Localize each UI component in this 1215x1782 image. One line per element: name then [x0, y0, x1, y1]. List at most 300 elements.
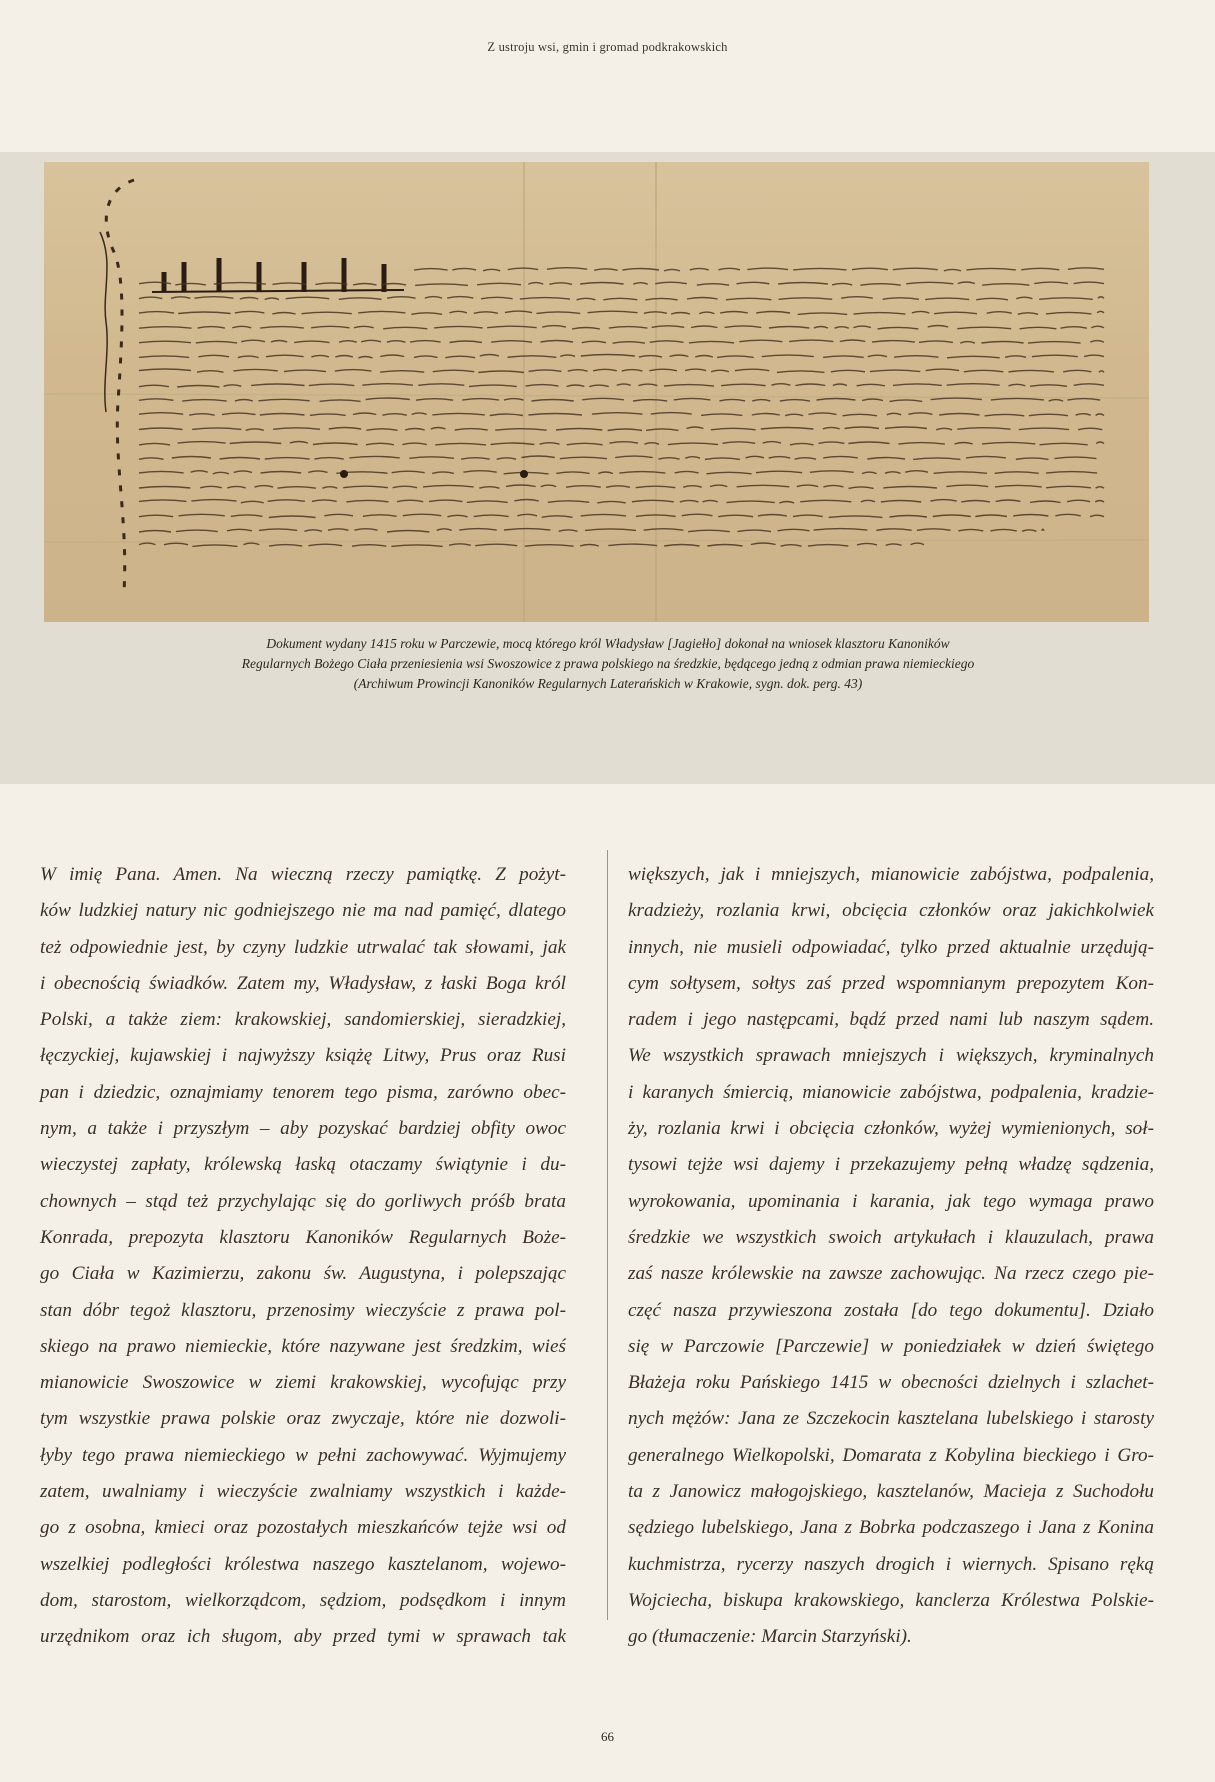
script-stroke: [853, 326, 871, 328]
script-stroke: [911, 543, 925, 545]
script-stroke: [996, 500, 1021, 502]
script-stroke: [322, 487, 337, 489]
script-stroke: [1030, 501, 1061, 503]
script-stroke: [192, 545, 237, 547]
script-stroke: [771, 384, 790, 386]
script-stroke: [919, 341, 953, 343]
script-stroke: [737, 282, 770, 284]
script-stroke: [726, 298, 772, 300]
script-stroke: [445, 356, 475, 358]
text-line: większych, jak i mniejszych, mianowicie zabójstwa, podpalenia,: [628, 864, 1154, 885]
text-line: też odpowiednie jest, by czyny ludzkie utrwalać tak słowami, jak: [40, 936, 566, 958]
script-stroke: [232, 326, 251, 328]
script-stroke: [517, 514, 537, 516]
script-stroke: [1055, 457, 1097, 459]
script-stroke: [224, 385, 242, 387]
script-stroke: [582, 341, 606, 343]
script-stroke: [958, 282, 975, 284]
script-stroke: [798, 313, 848, 315]
script-stroke: [577, 298, 596, 300]
script-stroke: [497, 458, 516, 460]
script-stroke: [329, 428, 361, 430]
script-stroke: [823, 456, 858, 458]
script-stroke: [261, 472, 302, 474]
script-stroke: [789, 340, 833, 342]
script-stroke: [717, 356, 754, 358]
script-stroke: [1096, 442, 1104, 444]
script-stroke: [176, 530, 218, 532]
script-stroke: [1042, 529, 1044, 531]
script-stroke: [354, 326, 374, 328]
script-stroke: [410, 341, 441, 343]
script-stroke: [1074, 282, 1104, 284]
script-stroke: [412, 413, 427, 415]
script-stroke: [958, 529, 983, 531]
script-stroke: [619, 472, 665, 474]
script-stroke: [383, 414, 407, 416]
script-stroke: [726, 501, 774, 503]
text-line: radem i jego następcami, bądź przed nami lub naszym sądem.: [628, 1009, 1154, 1031]
script-stroke: [705, 458, 740, 460]
text-line: go z osobna, kmieci oraz pozostałych mieszkańców tejże wsi od: [40, 1517, 566, 1539]
script-stroke: [269, 545, 302, 547]
text-line: wszelkiej podległości królestwa naszego kasztelanom, wojewo-: [40, 1553, 566, 1575]
script-stroke: [981, 342, 1023, 344]
script-stroke: [1049, 400, 1064, 402]
script-stroke: [843, 414, 878, 416]
script-stroke: [841, 297, 873, 299]
script-stroke: [1022, 530, 1036, 532]
script-stroke: [198, 327, 225, 329]
script-stroke: [594, 269, 617, 271]
text-line: W imię Pana. Amen. Na wieczną rzeczy pamiątkę. Z pożyt-: [40, 864, 566, 885]
script-stroke: [1016, 297, 1032, 299]
page-number: 66: [601, 1729, 614, 1744]
script-stroke: [982, 284, 1029, 286]
text-line: Konrada, prepozyta klasztoru Kanoników Regularnych Boże-: [40, 1226, 566, 1248]
script-stroke: [592, 413, 643, 415]
script-stroke: [423, 485, 474, 487]
text-line: skiego na prawo niemieckie, które nazywane jest średzkim, wieś: [40, 1335, 566, 1357]
script-stroke: [1046, 472, 1097, 474]
script-stroke: [723, 442, 756, 444]
script-stroke: [697, 284, 729, 286]
script-stroke: [1096, 414, 1104, 416]
text-line: tym wszystkie prawa polskie oraz zwyczaje, które nie dozwoli-: [40, 1408, 566, 1430]
script-stroke: [520, 298, 570, 300]
script-stroke: [885, 427, 927, 429]
script-stroke: [414, 356, 438, 358]
script-stroke: [886, 544, 902, 546]
script-stroke: [139, 515, 173, 517]
script-stroke: [139, 282, 171, 284]
script-stroke: [474, 312, 498, 314]
script-stroke: [675, 471, 699, 473]
script-stroke: [315, 283, 347, 285]
script-stroke: [139, 327, 192, 329]
script-stroke: [946, 485, 988, 487]
script-stroke: [1098, 297, 1104, 299]
script-stroke: [1078, 428, 1102, 430]
script-stroke: [172, 457, 211, 459]
script-stroke: [380, 355, 404, 357]
script-stroke: [139, 356, 189, 358]
script-stroke: [699, 312, 714, 314]
script-stroke: [474, 515, 509, 517]
script-stroke: [687, 298, 718, 300]
script-stroke: [793, 515, 823, 517]
script-stroke: [762, 355, 814, 357]
script-stroke: [349, 456, 399, 458]
script-stroke: [405, 429, 425, 431]
script-stroke: [701, 414, 742, 416]
script-stroke: [462, 399, 499, 401]
script-stroke: [985, 414, 1025, 416]
running-title: Z ustroju wsi, gmin i gromad podkrakowskich: [487, 40, 728, 54]
script-stroke: [966, 456, 1006, 458]
script-stroke: [572, 328, 600, 330]
script-stroke: [358, 311, 405, 313]
script-stroke: [352, 545, 386, 547]
script-stroke: [1055, 514, 1080, 516]
script-stroke: [872, 341, 915, 343]
script-stroke: [622, 370, 643, 372]
script-stroke: [164, 543, 188, 545]
script-stroke: [905, 471, 928, 473]
script-stroke: [685, 369, 706, 371]
script-stroke: [415, 284, 468, 286]
script-stroke: [885, 472, 901, 474]
script-stroke: [192, 428, 241, 430]
script-stroke: [917, 529, 951, 531]
script-stroke: [737, 530, 771, 532]
script-stroke: [139, 500, 186, 502]
script-stroke: [311, 326, 349, 328]
script-stroke: [541, 485, 557, 487]
script-stroke: [995, 472, 1039, 474]
script-stroke: [778, 283, 828, 285]
script-stroke: [961, 501, 990, 503]
script-stroke: [603, 298, 637, 300]
script-stroke: [491, 341, 532, 343]
script-stroke: [222, 413, 256, 415]
script-stroke: [475, 544, 517, 546]
script-stroke: [934, 312, 977, 314]
text-line: i karanych śmiercią, mianowicie zabójstwa, podpalenia, kradzie-: [628, 1081, 1154, 1103]
script-stroke: [361, 340, 381, 342]
script-stroke: [1018, 313, 1038, 315]
text-column-left: [40, 857, 566, 1656]
script-stroke: [957, 327, 1011, 329]
script-stroke: [718, 268, 740, 270]
text-line: generalnego Wielkopolski, Domarata z Kobylina bieckiego i Gro-: [628, 1444, 1154, 1466]
script-stroke: [213, 472, 229, 474]
script-stroke: [976, 298, 1008, 300]
script-stroke: [362, 384, 413, 386]
script-stroke: [840, 340, 865, 342]
script-stroke: [273, 428, 320, 430]
script-stroke: [593, 369, 617, 371]
script-stroke: [718, 515, 753, 517]
script-stroke: [191, 471, 208, 473]
caption-line: (Archiwum Prowincji Kanoników Regularnych Laterańskich w Krakowie, sygn. dok. perg. 43): [353, 676, 863, 691]
script-stroke: [189, 414, 215, 416]
script-stroke: [560, 355, 575, 357]
script-stroke: [1046, 486, 1091, 488]
script-stroke: [194, 297, 233, 299]
script-stroke: [829, 516, 883, 518]
script-stroke: [335, 356, 353, 358]
script-stroke: [890, 516, 928, 518]
script-stroke: [683, 486, 702, 488]
script-stroke: [778, 529, 810, 531]
script-stroke: [809, 413, 837, 415]
script-stroke: [608, 429, 642, 431]
script-stroke: [425, 297, 442, 299]
script-stroke: [581, 514, 626, 516]
script-stroke: [597, 501, 625, 503]
script-stroke: [191, 500, 236, 502]
script-stroke: [568, 370, 588, 372]
script-stroke: [613, 342, 645, 344]
script-stroke: [721, 384, 766, 386]
script-stroke: [1046, 312, 1092, 314]
script-stroke: [354, 529, 377, 531]
script-stroke: [231, 515, 263, 517]
script-stroke: [682, 514, 713, 516]
script-stroke: [644, 529, 684, 531]
script-stroke: [308, 471, 327, 473]
text-line: zatem, uwalniamy i wieczyście zwalniamy wszystkich i każde-: [40, 1481, 566, 1503]
script-stroke: [862, 472, 877, 474]
script-stroke: [1090, 515, 1104, 517]
script-stroke: [585, 529, 636, 531]
script-stroke: [461, 458, 490, 460]
script-stroke: [893, 268, 938, 270]
script-stroke: [363, 515, 397, 517]
script-stroke: [928, 326, 949, 328]
script-stroke: [581, 355, 635, 357]
script-stroke: [706, 472, 751, 474]
manuscript-drawing: [44, 162, 1149, 622]
script-stroke: [391, 545, 442, 547]
script-stroke: [930, 500, 956, 502]
script-stroke: [548, 501, 589, 503]
script-stroke: [259, 399, 310, 401]
script-stroke: [854, 313, 906, 315]
text-line: tysowi tejże wsi dajemy i przekazujemy pełną władzę sądzenia,: [628, 1154, 1154, 1176]
text-line: ta z Janowicz małogojskiego, kasztelanów, Macieja z Suchodołu: [628, 1481, 1154, 1503]
script-stroke: [763, 442, 781, 444]
script-stroke: [477, 283, 521, 285]
script-stroke: [490, 414, 523, 416]
script-stroke: [832, 283, 852, 285]
script-stroke: [933, 515, 971, 517]
script-stroke: [469, 385, 517, 387]
script-stroke: [432, 413, 484, 415]
script-stroke: [1084, 355, 1104, 357]
script-stroke: [449, 544, 471, 546]
text-line: Błażeja roku Pańskiego 1415 w obecności dzielnych i szlachet-: [628, 1372, 1154, 1394]
script-stroke: [769, 327, 809, 329]
script-stroke: [235, 400, 253, 402]
script-stroke: [260, 414, 305, 416]
script-stroke: [845, 427, 879, 429]
script-stroke: [1090, 341, 1104, 343]
script-stroke: [233, 369, 277, 371]
script-stroke: [220, 458, 260, 460]
script-stroke: [925, 298, 969, 300]
script-stroke: [139, 312, 174, 314]
script-stroke: [139, 487, 190, 489]
script-stroke: [955, 443, 973, 445]
script-stroke: [522, 456, 555, 458]
script-stroke: [779, 502, 794, 504]
column-divider: [607, 850, 608, 1620]
text-line: go (tłumaczenie: Marcin Starzyński).: [628, 1626, 912, 1648]
script-stroke: [746, 456, 764, 458]
script-stroke: [241, 340, 265, 342]
script-stroke: [785, 414, 803, 416]
script-stroke: [1067, 399, 1100, 401]
text-column-right: [628, 857, 1154, 1656]
script-stroke: [1074, 384, 1104, 386]
script-stroke: [467, 501, 508, 503]
text-line: Polski, a także ziem: krakowskiej, sandomierskiej, sieradzkiej,: [40, 1009, 566, 1031]
script-stroke: [645, 443, 660, 445]
text-line: Wojciecha, biskupa krakowskiego, kanclerza Królestwa Polskie-: [628, 1589, 1154, 1611]
script-stroke: [171, 297, 190, 299]
script-stroke: [487, 326, 537, 328]
text-line: średzkie we wszystkich swoich artykułach i klauzulach, prawa: [628, 1226, 1154, 1248]
script-stroke: [1029, 414, 1068, 416]
script-stroke: [878, 327, 919, 329]
script-stroke: [387, 531, 429, 533]
script-stroke: [990, 529, 1016, 531]
script-stroke: [455, 429, 488, 431]
script-stroke: [689, 341, 734, 343]
script-stroke: [752, 414, 780, 416]
script-stroke: [688, 530, 730, 532]
script-stroke: [906, 282, 953, 284]
script-stroke: [664, 269, 680, 271]
script-stroke: [290, 442, 308, 444]
script-stroke: [1020, 327, 1057, 329]
script-stroke: [196, 341, 237, 343]
script-stroke: [861, 500, 875, 502]
script-stroke: [505, 311, 532, 313]
script-stroke: [966, 268, 1015, 270]
script-stroke: [478, 371, 524, 373]
script-stroke: [781, 545, 802, 547]
script-stroke: [808, 545, 849, 547]
script-stroke: [860, 284, 900, 286]
script-stroke: [975, 515, 1007, 517]
script-stroke: [651, 413, 692, 415]
text-line: zaś nasze królewskie na zawsze zachowując. Na rzecz czego pie-: [628, 1263, 1154, 1285]
script-stroke: [668, 443, 718, 445]
script-stroke: [179, 514, 225, 516]
script-stroke: [790, 443, 814, 445]
script-stroke: [800, 500, 851, 502]
script-stroke: [883, 298, 919, 300]
text-line: go Ciała w Kazimierzu, zakonu św. Augustyna, i polepszając: [40, 1263, 566, 1285]
script-stroke: [881, 501, 921, 503]
script-stroke: [957, 428, 1010, 430]
script-stroke: [540, 443, 560, 445]
script-stroke: [655, 282, 687, 284]
script-stroke: [418, 384, 464, 386]
script-stroke: [687, 427, 704, 429]
script-stroke: [311, 355, 329, 357]
script-stroke: [639, 384, 658, 386]
script-stroke: [761, 428, 814, 430]
script-stroke: [286, 297, 330, 299]
text-line: kuchmistrza, rycerzy naszych drogich i wiernych. Spisano ręką: [628, 1553, 1154, 1575]
script-stroke: [139, 531, 171, 533]
script-stroke: [987, 312, 1012, 314]
script-stroke: [381, 284, 406, 286]
script-stroke: [623, 269, 660, 271]
script-stroke: [735, 369, 769, 371]
script-stroke: [139, 399, 173, 401]
script-stroke: [797, 485, 818, 487]
script-stroke: [506, 485, 536, 487]
script-stroke: [392, 471, 425, 473]
manuscript-image: [44, 162, 1149, 622]
script-stroke: [255, 486, 274, 488]
script-stroke: [437, 529, 452, 531]
script-stroke: [529, 370, 562, 372]
script-stroke: [411, 313, 442, 315]
script-stroke: [1061, 327, 1087, 329]
script-stroke: [542, 326, 566, 328]
script-stroke: [582, 398, 624, 400]
script-stroke: [632, 500, 674, 502]
script-stroke: [1068, 268, 1104, 270]
script-stroke: [230, 442, 282, 444]
script-stroke: [529, 414, 583, 416]
script-stroke: [857, 543, 877, 545]
script-stroke: [810, 471, 854, 473]
script-stroke: [278, 487, 316, 489]
script-stroke: [324, 514, 353, 516]
figure-caption: [120, 634, 1096, 694]
script-stroke: [589, 385, 608, 387]
script-stroke: [664, 545, 699, 547]
script-stroke: [1076, 414, 1091, 416]
script-stroke: [335, 370, 372, 372]
script-stroke: [814, 327, 828, 329]
script-stroke: [817, 399, 856, 401]
text-line: stan dóbr tegoż klasztoru, przenosimy wieczyście z prawa pol-: [40, 1299, 566, 1321]
script-stroke: [447, 297, 473, 299]
script-stroke: [1016, 458, 1049, 460]
script-stroke: [982, 442, 1035, 444]
script-stroke: [751, 543, 776, 545]
script-stroke: [431, 428, 446, 430]
script-stroke: [1063, 370, 1091, 372]
script-stroke: [849, 487, 874, 489]
script-stroke: [178, 442, 226, 444]
text-line: pan i dziedzic, oznajmiamy tenorem tego pisma, zarówno obec-: [40, 1081, 566, 1103]
script-stroke: [198, 355, 229, 357]
script-stroke: [1028, 342, 1081, 344]
script-stroke: [819, 442, 845, 444]
script-stroke: [580, 283, 623, 285]
script-stroke: [814, 529, 868, 531]
script-stroke: [695, 356, 713, 358]
